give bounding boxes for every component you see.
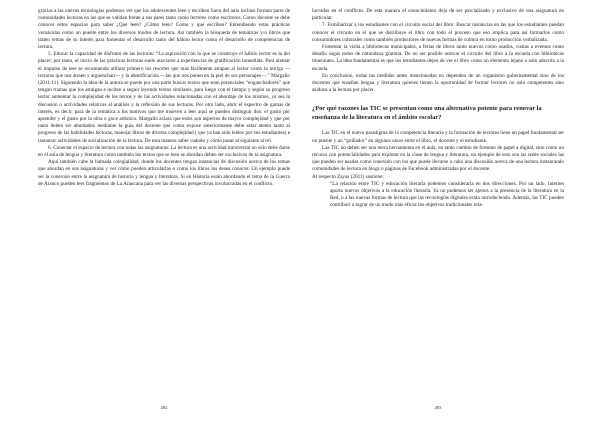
right-paragraph-5: Las TIC en el nuevo paradigma de la competencia literaria y la formación de lectores tiene un papel fundamental ser un puente y un “guiñador” en algunos casos entre el libro, el docente y el estudiante.: [312, 130, 564, 144]
right-paragraph-3: Fomentar la visita a bibliotecas municipales, a ferias de libros tanto nuevos como usados, visitas a eventos como desafío sagas todos de naturaleza gratuita. De no ser posible acercar el circuito del libro a la escuela con bibliotecas itinerantes. La idea fundamental es que los estudiantes dejen de ver el libro como un elemento lejano o solo adscrito a la escuela.: [312, 44, 564, 72]
right-paragraph-2: 7. Familiarizar a los estudiantes con el circuito social del libro: Buscar instancias en las que los estudiantes puedan conocer el circuito en el que se distribuye el libro con todo el proceso que eso implica para así formarlos como consumidores culturales como también productores de nuevas formas de cultura en torno producción verbalizada.: [312, 22, 564, 43]
left-paragraph-2: 5. Educar la capacidad de disfrutar de las lecturas: “La aspiración con la que se construye el hábito lector es la del placer; por tanto, el inicio de las prácticas lectoras suele asociarse a experiencias de gratificación inmediata. Para alentar el impulso de leer se recomienda utilizar primero los resortes que más fácilmente atrapan al lector como la intriga —lecturas que nos atraen y arguenchan— y la identificación —las que nos ponen en la piel de sus personajes—.” Margallo (2011:11). Siguiendo la idea de la autora se puede por una parte buscar textos que sean potenciales “enganchadores” que tengan tramas que los atraigan e inciten a seguir leyendo textos similares, para luego con el tiempo y según su progreso lector aumentar la complejidad de los textos y de las actividades relacionadas con el abordaje de los mismos, ya sea la discusión o actividades relativas al análisis y la reflexión de sus lecturas. Por otro lado, abrir el espectro de gamas de interés, es decir, para de la temática a los motivos que me mueven a leer aquí se pueden distinguir dos: el gusto por aprender y el gusto por la obra o goce artístico. Margallo aclara que estos son aspectos de mayor complejidad y que por tanto deben ser abordados mediante la guía del docente que como expuse anteriormente debe estar atento tanto al progreso de las habilidades lectoras, manejar libros de diversa complejidad ( que ya han sido leídos por sus estudiantes) e instaurar actividades de socialización de la lectura. De esta manera saber cuándo y cómo pasar al siguiente nivel.: [38, 51, 290, 144]
page-number-right: 483: [434, 405, 442, 410]
right-paragraph-4: En conclusión, todas las medidas antes mencionadas no dependen de un organismo gubernamental sino de los docentes que enseñan lengua y literatura quienes tienen la oportunidad de formar lectores no solo competentes sino asiduos a la lectura por placer.: [312, 72, 564, 94]
right-page: [300, 0, 600, 424]
section-heading: ¿Por qué razones las TIC se presentan como una alternativa potente para renovar la enseñanza de la literatura en el ámbito escolar?: [312, 105, 542, 122]
left-paragraph-1: gracias a las nuevas tecnologías podemos ver que los adolescentes leen y escriben fuera del aula incluso forman parte de comunidades lectoras en las que se validan frente a sus pares tanto como lectores como escritores. Como docente se debe conocer estos espacios para saber ¿Qué leen? ¿Cómo leen? Como y qué escriben? Entendiendo estas prácticas vernáculas como un puente entre los diversos modos de lectura. Así también la búsqueda de temáticas y/o libros que traten temas de su interés para fomentar el desarrollo tanto del hábito lector como el desarrollo de competencias de lectura.: [38, 8, 290, 51]
block-quote: “La relación entre TIC y educación literaria podemos considerarla en dos direcciones. Por un lado, Internet aporta nuevos objetivos a la educación literaria. Ya no podemos ser ajenos a la presencia de la literatura en la Red, o a las nuevas formas de lectura que las tecnologías digitales están introduciendo. Además, las TIC pueden contribuir a lograr de un modo más eficaz los objetivos tradicionales rela-: [330, 180, 564, 209]
right-paragraph-6: Las TIC no deben ser una mera herramienta en el aula, en tanto cambio de formato de papel a digital, sino como un recurso con potencialidades para explotar en la clase de lengua y literatura, un ejemplo de esto son las redes sociales las que pueden ser usadas como conexión con los que puede llevarse a cabo una discusión acerca de una lectura instaurando comunidades de lectura en blogs o páginas de Facebook administradas por el docente.: [312, 144, 564, 173]
left-paragraph-4: Aquí también cabe la llamada colegialidad, donde los docentes tengan instancias de discusión acerca de los temas que abordan en sus asignaturas y ver cómo pueden articularlas o como los libros los desea conocer. Un ejemplo puede ser la conexión entre la asignatura de historia y lengua y literatura. Si en Historia están abordando el tema de la Guerra de Arauco pueden leer fragmentos de La Araucana para ver las diversas perspectivas involucradas en el conflicto.: [38, 159, 290, 187]
page-number-left: 482: [160, 405, 168, 410]
right-paragraph-1: lucradas en el conflicto. De esta manera el conocimiento deja de ser parcializado y exclusivo de una asignatura en particular.: [312, 8, 564, 22]
left-paragraph-3: 6. Conectar el espacio de lectura con todas las asignaturas: La lectura es una actividad transversal no solo debe darse en el aula de lengua y literatura como también los textos que se leen se abordan deben ser exclusivos de la asignatura.: [38, 144, 290, 159]
right-paragraph-7: Al respecto Zayas (2011) sostiene:: [312, 173, 384, 180]
